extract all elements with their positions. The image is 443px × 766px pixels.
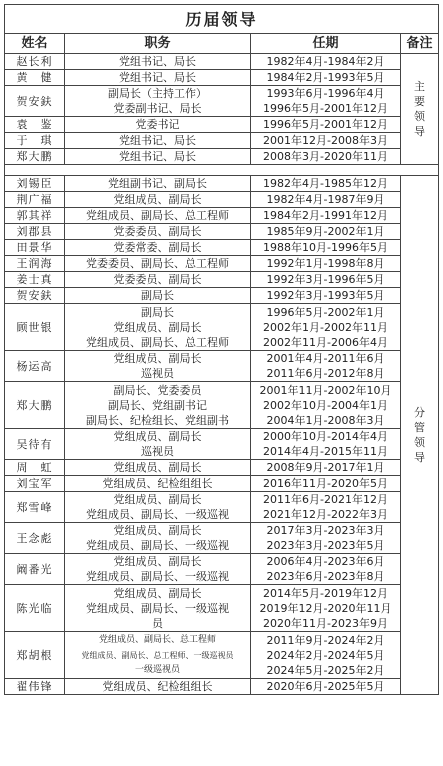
leader-term-line: 1988年10月-1996年5月 [263,241,388,254]
leader-position-line: 党委副书记、局长 [113,102,202,115]
leader-name: 贺安鈇 [5,288,65,304]
note-char: 领 [414,110,425,123]
leader-term-line: 2001年11月-2002年10月 [259,383,392,397]
leader-term [251,460,401,476]
header-position: 职务 [65,34,251,54]
table-row [5,460,439,476]
leader-position-line: 党组成员、纪检组组长 [102,477,213,490]
leader-term-line: 2019年12月-2020年11月 [259,601,392,615]
leader-name: 刘锡臣 [5,176,65,192]
leader-term-line: 1984年2月-1991年12月 [263,209,388,222]
leader-term-line: 2011年6月-2021年12月 [263,493,388,506]
leader-term [251,382,401,429]
leader-name: 吴待有 [5,429,65,460]
leader-term [251,240,401,256]
leader-name: 杨运高 [5,351,65,382]
leader-term [251,208,401,224]
leader-name: 周 虹 [5,460,65,476]
leader-name: 陈光临 [5,585,65,632]
leader-position [65,679,251,695]
leader-position [65,632,251,679]
table-row [5,54,439,70]
leader-position [65,117,251,133]
leader-position [65,149,251,165]
leader-term [251,256,401,272]
leader-term-line: 1985年9月-2002年1月 [266,225,385,238]
table-row [5,585,439,632]
leader-term [251,476,401,492]
leader-position-line: 党委委员、副局长、总工程师 [86,257,229,270]
leader-position [65,272,251,288]
leader-name: 翟伟锋 [5,679,65,695]
leader-term-line: 2016年11月-2020年5月 [263,477,388,490]
note-char: 导 [414,125,425,138]
leader-position-line: 党委常委、副局长 [113,241,202,254]
leader-position [65,86,251,117]
leader-term-line: 1982年4月-1985年12月 [263,177,388,190]
leader-position-line: 党委书记 [135,118,180,131]
leader-name: 刘郡县 [5,224,65,240]
leader-term [251,86,401,117]
leader-position-line: 党组成员、副局长、总工程师、一级巡视员 [81,650,234,660]
table-row [5,192,439,208]
leader-name: 袁 鉴 [5,117,65,133]
leader-term-line: 2011年6月-2012年8月 [266,367,385,380]
leader-term-line: 1984年2月-1993年5月 [266,71,385,84]
leader-term [251,133,401,149]
leader-term [251,192,401,208]
leader-position [65,70,251,86]
note-char: 分 [414,406,425,419]
table-row [5,304,439,351]
table-row [5,208,439,224]
leader-term [251,70,401,86]
leader-term-line: 2001年12月-2008年3月 [263,134,388,147]
leader-position [65,224,251,240]
leader-term-line: 2011年9月-2024年2月 [266,633,385,647]
leader-term-line: 1993年6月-1996年4月 [266,87,385,100]
leader-position-line: 一级巡视员 [134,664,180,675]
leader-term-line: 2024年5月-2025年2月 [266,663,385,677]
leader-position [65,460,251,476]
table-title: 历届领导 [5,5,439,34]
table-row [5,476,439,492]
leader-position-line: 党组成员、副局长 [113,352,202,365]
leader-term [251,304,401,351]
note-char: 管 [414,421,425,434]
note-char: 要 [414,95,425,108]
leader-term-line: 1992年3月-1996年5月 [266,273,385,286]
table-row [5,679,439,695]
note-cell [401,176,439,695]
leader-position-line: 党组成员、副局长 [113,193,202,206]
table-row [5,70,439,86]
table-row [5,256,439,272]
table-row [5,117,439,133]
leader-name: 赵长利 [5,54,65,70]
leader-name: 黄 健 [5,70,65,86]
leader-position [65,429,251,460]
leader-position-line: 员 [152,616,163,630]
leader-term [251,554,401,585]
leader-position [65,288,251,304]
leader-position [65,554,251,585]
table-row [5,176,439,192]
leader-position-line: 党组成员、纪检组组长 [102,680,213,693]
section-gap [5,165,439,176]
leader-term-line: 2008年3月-2020年11月 [263,150,388,163]
table-row [5,492,439,523]
leader-name: 顾世银 [5,304,65,351]
table-row [5,86,439,117]
leader-term [251,272,401,288]
leader-term [251,585,401,632]
leader-name: 刘宝军 [5,476,65,492]
leader-position-line: 党组成员、副局长 [113,493,202,506]
leader-name: 郭其祥 [5,208,65,224]
leader-term-line: 1982年4月-1987年9月 [266,193,385,206]
leader-position-line: 党组副书记、副局长 [108,177,207,190]
leader-term-line: 2017年3月-2023年3月 [266,524,385,537]
leader-term-line: 2020年11月-2023年9月 [263,616,388,630]
table-row [5,351,439,382]
note-cell [401,54,439,165]
leader-position [65,476,251,492]
leader-term-line: 2023年6月-2023年8月 [266,570,385,583]
header-name: 姓名 [5,34,65,54]
leader-position-line: 副局长（主持工作） [108,87,207,100]
leader-position-line: 党组成员、副局长、一级巡视 [86,539,229,552]
leader-position-line: 党组书记、局长 [119,150,196,163]
leader-position-line: 党组成员、副局长 [113,461,202,474]
table-row [5,382,439,429]
leaders-table-body [5,5,439,695]
leaders-table [4,4,439,695]
leader-position-line: 副局长、纪检组长、党组副书 [86,413,229,427]
leader-term-line: 2002年11月-2006年4月 [263,335,388,349]
table-row [5,429,439,460]
leader-name: 郑大鹏 [5,382,65,429]
leader-term [251,149,401,165]
leader-term [251,117,401,133]
leader-name: 贺安鈇 [5,86,65,117]
leader-term-line: 2024年2月-2024年5月 [266,648,385,662]
leader-term-line: 1996年5月-2001年12月 [263,118,388,131]
leader-position-line: 党组成员、副局长、总工程师 [86,209,229,222]
leader-position-line: 党组书记、局长 [119,71,196,84]
leader-term-line: 2002年1月-2002年11月 [263,320,388,334]
leader-position-line: 党组成员、副局长、一级巡视 [86,601,229,615]
leader-term [251,632,401,679]
leader-position [65,240,251,256]
leader-position [65,382,251,429]
leader-term [251,679,401,695]
table-row [5,554,439,585]
leader-term-line: 1996年5月-2001年12月 [263,102,388,115]
leader-position-line: 党组成员、副局长 [113,430,202,443]
leader-term-line: 2004年1月-2008年3月 [266,413,385,427]
leader-term-line: 2002年10月-2004年1月 [263,398,388,412]
leader-name: 郑胡根 [5,632,65,679]
leader-term [251,429,401,460]
table-row [5,632,439,679]
leader-term [251,288,401,304]
leader-position-line: 党组成员、副局长 [113,524,202,537]
leader-position-line: 党组成员、副局长 [113,586,202,600]
leader-term-line: 2023年3月-2023年5月 [266,539,385,552]
leader-position [65,256,251,272]
leader-name: 田景华 [5,240,65,256]
table-row [5,272,439,288]
leader-term [251,492,401,523]
leader-term-line: 2014年5月-2019年12月 [263,586,388,600]
leader-position-line: 党组成员、副局长 [113,555,202,568]
leader-position-line: 党组成员、副局长、一级巡视 [86,570,229,583]
leader-position [65,176,251,192]
leader-name: 于 琪 [5,133,65,149]
leader-position-line: 党组成员、副局长 [113,320,202,334]
leader-term-line: 2006年4月-2023年6月 [266,555,385,568]
leader-name: 阚番光 [5,554,65,585]
leader-name: 郑大鹏 [5,149,65,165]
leader-term-line: 1982年4月-1984年2月 [266,55,385,68]
table-row [5,288,439,304]
header-term: 任期 [251,34,401,54]
leader-name: 郑雪峰 [5,492,65,523]
leader-position [65,304,251,351]
note-char: 导 [414,451,425,464]
leader-term-line: 1996年5月-2002年1月 [266,305,385,319]
leader-term-line: 2014年4月-2015年11月 [263,445,388,458]
note-char: 领 [414,436,425,449]
section-gap-cell [5,165,439,176]
leader-position-line: 巡视员 [141,367,174,380]
leader-term-line: 2021年12月-2022年3月 [263,508,388,521]
leader-term-line: 2001年4月-2011年6月 [266,352,385,365]
leader-position [65,54,251,70]
leader-term [251,54,401,70]
table-row [5,133,439,149]
leader-position-line: 副局长、党委委员 [113,383,202,397]
leader-position-line: 党组书记、局长 [119,55,196,68]
leader-name: 姜士真 [5,272,65,288]
leader-position [65,192,251,208]
note-char: 主 [414,80,425,93]
leader-position-line: 副局长、党组副书记 [108,398,207,412]
leader-position-line: 巡视员 [141,445,174,458]
leader-name: 王念彪 [5,523,65,554]
leader-position-line: 党组成员、副局长、总工程师 [86,335,229,349]
table-row [5,240,439,256]
leader-term [251,523,401,554]
table-row [5,149,439,165]
leader-name: 王润海 [5,256,65,272]
leader-position-line: 党组书记、局长 [119,134,196,147]
leader-term-line: 2008年9月-2017年1月 [266,461,385,474]
leader-position-line: 党组成员、副局长、总工程师 [98,634,216,645]
table-row [5,523,439,554]
leader-position [65,523,251,554]
leader-position-line: 副局长 [141,305,174,319]
header-row [5,34,439,54]
leader-term-line: 1992年1月-1998年8月 [266,257,385,270]
table-row [5,224,439,240]
header-note: 备注 [401,34,439,54]
leader-position-line: 党组成员、副局长、一级巡视 [86,508,229,521]
leader-term-line: 2020年6月-2025年5月 [266,680,385,693]
leader-position [65,492,251,523]
leader-position [65,133,251,149]
leader-name: 荆广福 [5,192,65,208]
leader-position-line: 副局长 [141,289,174,302]
leader-position-line: 党委委员、副局长 [113,225,202,238]
leader-term [251,224,401,240]
leader-position [65,585,251,632]
leader-term-line: 2000年10月-2014年4月 [263,430,388,443]
leader-term [251,351,401,382]
leader-position-line: 党委委员、副局长 [113,273,202,286]
leader-position [65,351,251,382]
leader-term-line: 1992年3月-1993年5月 [266,289,385,302]
leader-term [251,176,401,192]
leader-position [65,208,251,224]
